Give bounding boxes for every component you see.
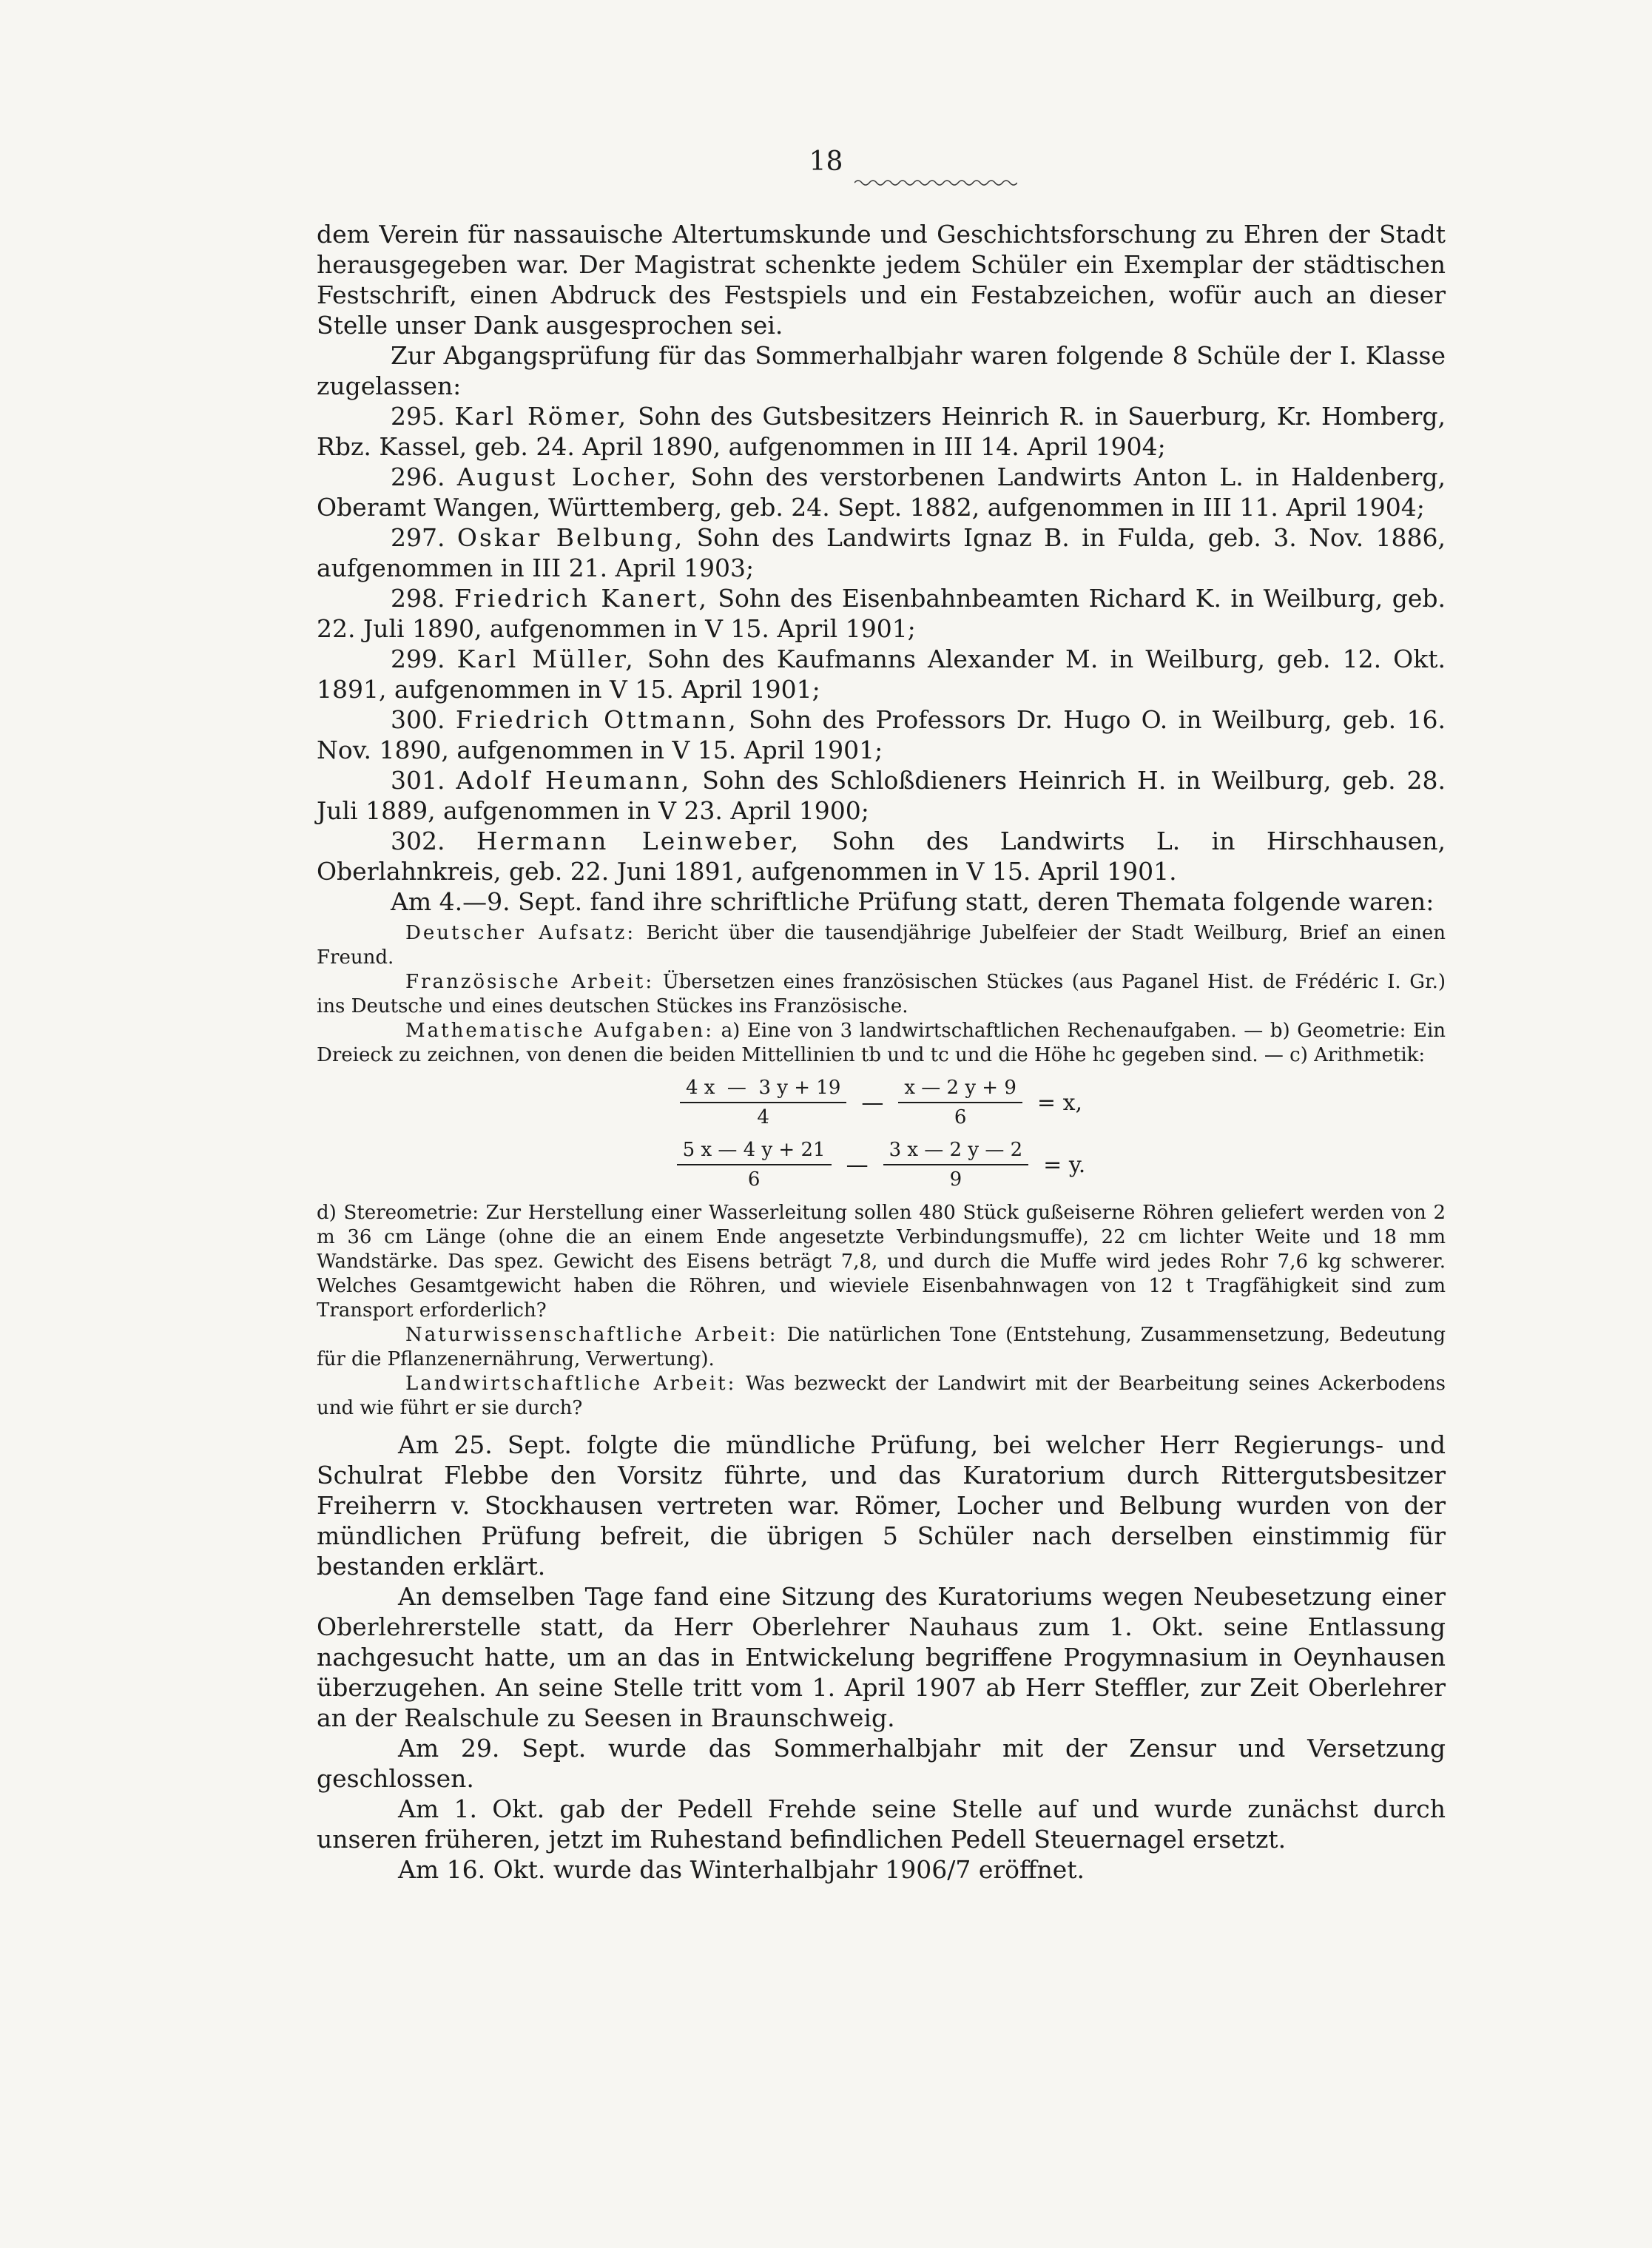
page-number: 18 (809, 147, 843, 177)
equation-1: $\frac{4 x — 3 y + 19}{4}$ — $\frac{x — 2 y + 9}{6}$ = x, (317, 1077, 1446, 1128)
student-name: Friedrich Kanert, (454, 584, 709, 613)
student-entry: 295. Karl Römer, Sohn des Gutsbesitzers Heinrich R. in Sauerburg, Kr. Homberg, Rbz. Kassel, geb. 24. April 1890, aufgenommen in III 14. April 1904; (317, 402, 1446, 461)
student-name: August Locher, (456, 462, 679, 491)
exam-intro: Am 4.—9. Sept. fand ihre schriftliche Prüfung statt, deren Themata folgende waren: (391, 887, 1434, 916)
student-entry: 301. Adolf Heumann, Sohn des Schloßdieners Heinrich H. in Weilburg, geb. 28. Juli 1889, aufgenommen in V 23. April 1900; (317, 766, 1446, 825)
closing-paragraph: Am 29. Sept. wurde das Sommerhalbjahr mit der Zensur und Versetzung geschlossen. (317, 1734, 1446, 1793)
closing-paragraph: Am 25. Sept. folgte die mündliche Prüfung, bei welcher Herr Regierungs- und Schulrat Flebbe den Vorsitz führte, und das Kuratorium durch Rittergutsbesitzer Freiherrn v. Stockhausen vertreten war. Römer, Locher und Belbung wurden von der mündlichen Prüfung befreit, die übrigen 5 Schüler nach derselben einstimmig für bestanden erklärt. (317, 1430, 1446, 1581)
closing-paragraph: An demselben Tage fand eine Sitzung des Kuratoriums wegen Neubesetzung einer Oberlehrerstelle statt, da Herr Oberlehrer Nauhaus zum 1. Okt. seine Entlassung nachgesucht hatte, um an das in Entwickelung begriffene Progymnasium in Oeynhausen überzugehen. An seine Stelle tritt vom 1. April 1907 ab Herr Steffler, zur Zeit Oberlehrer an der Realschule zu Seesen in Braunschweig. (317, 1582, 1446, 1732)
ornament-rule (854, 178, 1017, 188)
admission-paragraph: Zur Abgangsprüfung für das Sommerhalbjahr waren folgende 8 Schüle der I. Klasse zugelassen: (317, 341, 1446, 400)
student-entry: 302. Hermann Leinweber, Sohn des Landwirts L. in Hirschhausen, Oberlahnkreis, geb. 22. Juni 1891, aufgenommen in V 15. April 1901. (317, 827, 1446, 886)
student-entry: 298. Friedrich Kanert, Sohn des Eisenbahnbeamten Richard K. in Weilburg, geb. 22. Juli 1890, aufgenommen in V 15. April 1901; (317, 584, 1446, 643)
closing-paragraph: Am 1. Okt. gab der Pedell Frehde seine Stelle auf und wurde zunächst durch unseren früheren, jetzt im Ruhestand befindlichen Pedell Steuernagel ersetzt. (317, 1794, 1446, 1854)
student-entry: 297. Oskar Belbung, Sohn des Landwirts Ignaz B. in Fulda, geb. 3. Nov. 1886, aufgenommen in III 21. April 1903; (317, 523, 1446, 582)
student-entry: 300. Friedrich Ottmann, Sohn des Professors Dr. Hugo O. in Weilburg, geb. 16. Nov. 1890, aufgenommen in V 15. April 1901; (317, 705, 1446, 764)
student-name: Karl Römer, (454, 402, 629, 431)
topic-stereometry: d) Stereometrie: Zur Herstellung einer Wasserleitung sollen 480 Stück gußeiserne Röhren geliefert werden von 2 m 36 cm Länge (ohne die an einem Ende angesetzte Verbindungsmuffe), 22 cm lichter Weite und 18 mm Wandstärke. Das spez. Gewicht des Eisens beträgt 7,8, und durch die Muffe wird jedes Rohr 7,6 kg schwerer. Welches Gesamtgewicht haben die Röhren, und wieviele Eisenbahnwagen von 12 t Tragfähigkeit sind zum Transport erforderlich? (317, 1202, 1446, 1322)
student-name: Adolf Heumann, (456, 766, 692, 795)
topic-science: Naturwissenschaftliche Arbeit: Die natürlichen Tone (Entstehung, Zusammensetzung, Bedeutung für die Pflanzenernährung, Verwertung). (317, 1324, 1446, 1370)
student-name: Hermann Leinweber, (476, 827, 801, 855)
student-entry: 296. August Locher, Sohn des verstorbenen Landwirts Anton L. in Haldenberg, Oberamt Wangen, Württemberg, geb. 24. Sept. 1882, aufgenommen in III 11. April 1904; (317, 462, 1446, 522)
topic-french: Französische Arbeit: Übersetzen eines französischen Stückes (aus Paganel Hist. de Frédéric I. Gr.) ins Deutsche und eines deutschen Stückes ins Französische. (317, 971, 1446, 1017)
topic-agriculture: Landwirtschaftliche Arbeit: Was bezweckt der Landwirt mit der Bearbeitung seines Ackerbodens und wie führt er sie durch? (317, 1373, 1446, 1419)
topic-math: Mathematische Aufgaben: a) Eine von 3 landwirtschaftlichen Rechenaufgaben. — b) Geometrie: Ein Dreieck zu zeichnen, von denen die beiden Mittellinien tb und tc und die Höhe hc gegeben sind. — c) Arithmetik: (317, 1020, 1446, 1066)
student-list (317, 401, 1446, 886)
student-name: Friedrich Ottmann, (455, 705, 738, 734)
intro-paragraph: dem Verein für nassauische Altertumskunde und Geschichtsforschung zu Ehren der Stadt herausgegeben war. Der Magistrat schenkte jedem Schüler ein Exemplar der städtischen Festschrift, einen Abdruck des Festspiels und ein Festabzeichen, wofür auch an dieser Stelle unser Dank ausgesprochen sei. (317, 220, 1446, 340)
equation-2: $\frac{5 x — 4 y + 21}{6}$ — $\frac{3 x — 2 y — 2}{9}$ = y. (317, 1139, 1446, 1191)
student-name: Oskar Belbung, (456, 523, 685, 552)
closing-paragraph: Am 16. Okt. wurde das Winterhalbjahr 1906/7 eröffnet. (398, 1855, 1085, 1884)
student-entry: 299. Karl Müller, Sohn des Kaufmanns Alexander M. in Weilburg, geb. 12. Okt. 1891, aufgenommen in V 15. April 1901; (317, 645, 1446, 704)
topic-german: Deutscher Aufsatz: Bericht über die tausendjährige Jubelfeier der Stadt Weilburg, Brief an einen Freund. (317, 922, 1446, 969)
page-body (317, 219, 1446, 1885)
exam-topics (317, 921, 1446, 1421)
arithmetic-equations (317, 1077, 1446, 1191)
student-name: Karl Müller, (456, 645, 635, 673)
